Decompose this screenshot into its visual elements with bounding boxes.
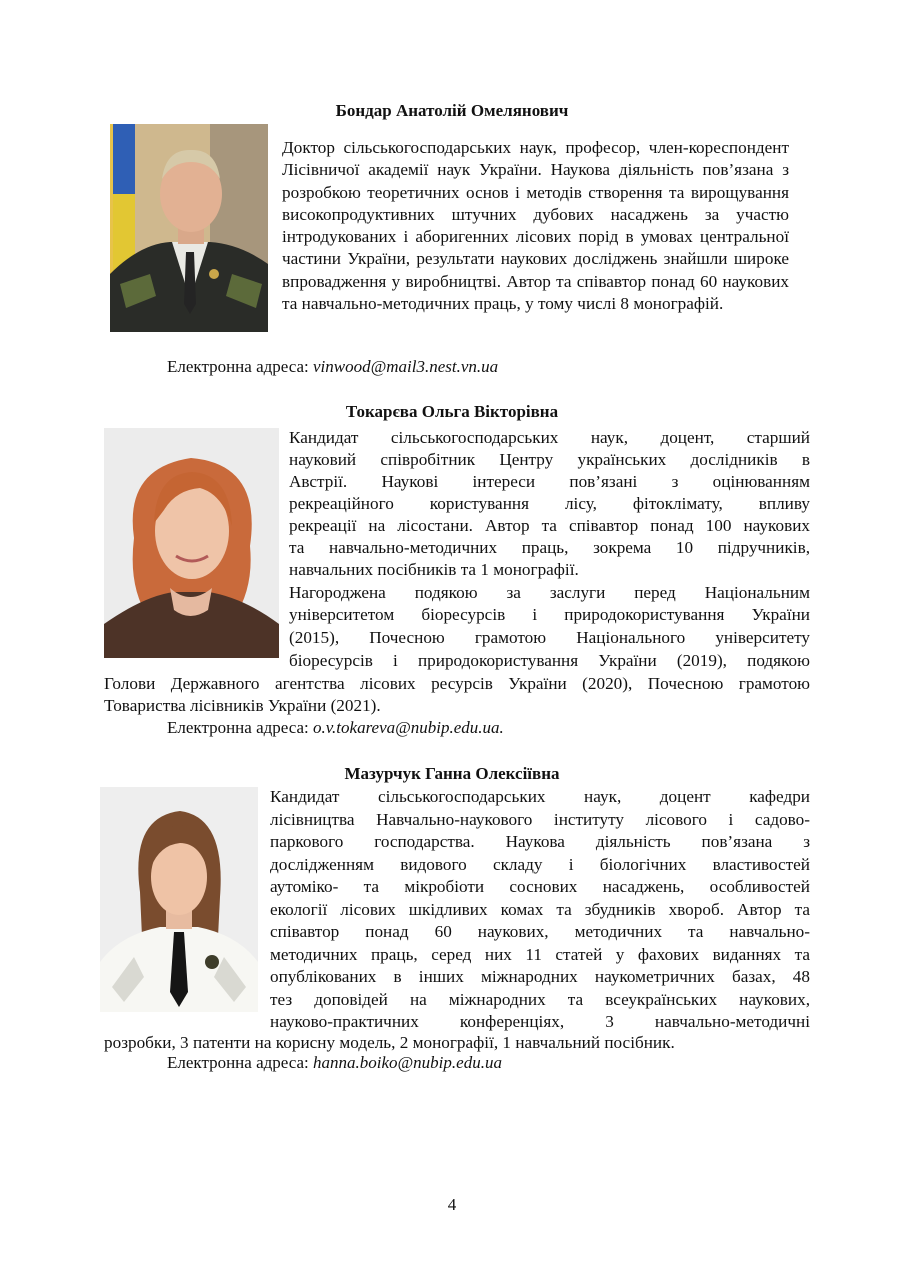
bio-line: паркового господарства. Наукова діяльність пов’язана з <box>270 832 810 851</box>
bio-line: Кандидат сільськогосподарських наук, доцент кафедри <box>270 787 810 806</box>
email-label: Електронна адреса: <box>167 1053 309 1072</box>
bio-line: розробки, 3 патенти на корисну модель, 2 монографії, 1 навчальний посібник. <box>104 1033 675 1052</box>
profile-name: Бондар Анатолій Омелянович <box>335 101 569 120</box>
bio-line: рекреації на лісостани. Автор та співавтор понад 100 наукових <box>289 516 810 535</box>
email-link[interactable]: o.v.tokareva@nubip.edu.ua. <box>313 718 504 737</box>
bio-line: Австрії. Наукові інтереси пов’язані з оцінюванням <box>289 472 810 491</box>
profile-name: Токарєва Ольга Вікторівна <box>345 402 559 421</box>
bio-line: співавтор понад 60 наукових, методичних та навчально- <box>270 922 810 941</box>
bio-line: Нагороджена подякою за заслуги перед Національним <box>289 583 810 602</box>
page-number: 4 <box>447 1195 457 1214</box>
bio-line: екології лісових шкідливих комах та збудників хвороб. Автор та <box>270 900 810 919</box>
email-label: Електронна адреса: <box>167 357 309 376</box>
bio-line: дослідженням видового складу і біологічних властивостей <box>270 855 810 874</box>
bio-line: (2015), Почесною грамотою Національного університету <box>289 628 810 647</box>
email-row <box>167 718 504 738</box>
bio-line: рекреаційного користування лісу, фітоклімату, впливу <box>289 494 810 513</box>
bio-line: науковий співробітник Центру українських дослідників в <box>289 450 810 469</box>
bio-line: науково-практичних конференціях, 3 навчально-методичні <box>270 1012 810 1031</box>
bio-line: університетом біоресурсів і природокористування України <box>289 605 810 624</box>
bio-line: методичних праць, серед них 11 статей у фахових виданнях та <box>270 945 810 964</box>
portrait-photo <box>110 124 268 332</box>
bio-line: біоресурсів і природокористування України (2019), подякою <box>289 651 810 670</box>
email-link[interactable]: vinwood@mail3.nest.vn.ua <box>313 357 499 376</box>
bio-line: та навчально-методичних праць, зокрема 10 підручників, <box>289 538 810 557</box>
bio-line: навчальних посібників та 1 монографії. <box>289 560 579 579</box>
email-row <box>167 357 498 377</box>
portrait-photo <box>100 787 258 1012</box>
bio-line: аутоміко- та мікробіоти соснових насаджень, особливостей <box>270 877 810 896</box>
email-link[interactable]: hanna.boiko@nubip.edu.ua <box>313 1053 502 1072</box>
portrait-photo <box>104 428 279 658</box>
bio-line: Товариства лісівників України (2021). <box>104 696 381 715</box>
bio-line: тез доповідей на міжнародних та всеукраїнських наукових, <box>270 990 810 1009</box>
profile-name: Мазурчук Ганна Олексіївна <box>344 764 560 783</box>
email-row <box>167 1053 502 1073</box>
bio-line: Голови Державного агентства лісових ресурсів України (2020), Почесною грамотою <box>104 674 810 693</box>
profile-bio: Доктор сільськогосподарських наук, професор, член-кореспондент Лісівничої академії наук України. Наукова діяльність пов’язана з розробкою теоретичних основ і методів створення та вирощування високопродуктивних штучних дубових насаджень за участю інтродукованих і аборигенних лісових порід в умовах центральної частини України, результати наукових досліджень знайшли широке впровадження у виробництві. Автор та співавтор понад 60 наукових та навчально-методичних праць, у тому числі 8 монографій. <box>282 138 789 314</box>
email-label: Електронна адреса: <box>167 718 309 737</box>
bio-line: опублікованих в інших міжнародних наукометричних базах, 48 <box>270 967 810 986</box>
bio-line: Кандидат сільськогосподарських наук, доцент, старший <box>289 428 810 447</box>
bio-line: лісівництва Навчально-наукового інституту лісового і садово- <box>270 810 810 829</box>
